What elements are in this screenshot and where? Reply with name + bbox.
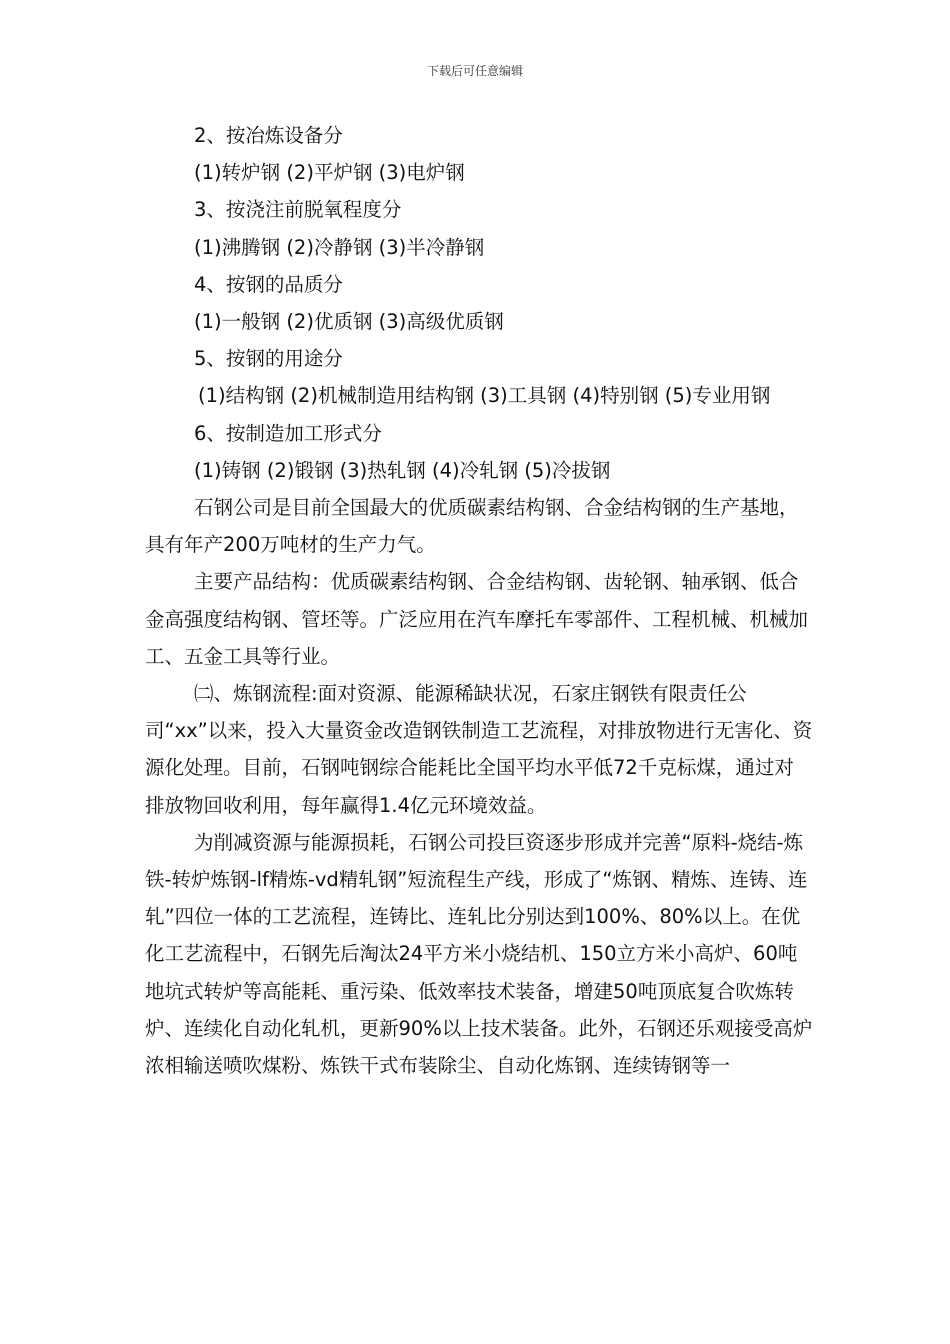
paragraph-resource-reduction: 为削减资源与能源损耗，石钢公司投巨资逐步形成并完善“原料-烧结-炼铁-转炉炼钢-lf精炼-vd精轧钢”短流程生产线，形成了“炼钢、精炼、连铸、连轧”四位一体的工艺流程，连铸比、连轧比分别达到100%、80%以上。在优化工艺流程中，石钢先后淘汰24平方米小烧结机、150立方米小高炉、60吨地坑式转炉等高能耗、重污染、低效率技术装备，增建50吨顶底复合吹炼转炉、连续化自动化轧机，更新90%以上技术装备。此外，石钢还乐观接受高炉浓相输送喷吹煤粉、炼铁干式布装除尘、自动化炼钢、连续铸钢等一: [145, 830, 813, 1078]
list-smelting-equipment: (1)转炉钢 (2)平炉钢 (3)电炉钢: [194, 161, 465, 185]
heading-quality: 4、按钢的品质分: [194, 272, 343, 296]
document-body: [145, 117, 813, 1084]
list-usage: (1)结构钢 (2)机械制造用结构钢 (3)工具钢 (4)特别钢 (5)专业用钢: [198, 384, 771, 408]
heading-smelting-equipment: 2、按冶炼设备分: [194, 124, 343, 147]
list-quality: (1)一般钢 (2)优质钢 (3)高级优质钢: [194, 310, 504, 334]
paragraph-company-base: 石钢公司是目前全国最大的优质碳素结构钢、合金结构钢的生产基地，具有年产200万吨材的生产力气。: [145, 496, 799, 557]
list-processing: (1)铸钢 (2)锻钢 (3)热轧钢 (4)冷轧钢 (5)冷拔钢: [194, 458, 611, 482]
heading-usage: 5、按钢的用途分: [194, 347, 343, 371]
page-header-note: 下载后可任意编辑: [426, 64, 523, 78]
heading-deoxidation: 3、按浇注前脱氧程度分: [194, 198, 402, 222]
heading-processing: 6、按制造加工形式分: [194, 421, 382, 445]
list-deoxidation: (1)沸腾钢 (2)冷静钢 (3)半冷静钢: [194, 235, 485, 259]
paragraph-main-products: 主要产品结构：优质碳素结构钢、合金结构钢、齿轮钢、轴承钢、低合金高强度结构钢、管坯等。广泛应用在汽车摩托车零部件、工程机械、机械加工、五金工具等行业。: [145, 570, 809, 668]
paragraph-steelmaking-process: ㈡、炼钢流程:面对资源、能源稀缺状况，石家庄钢铁有限责任公司“xx”以来，投入大量资金改造钢铁制造工艺流程，对排放物进行无害化、资源化处理。目前，石钢吨钢综合能耗比全国平均水平低72千克标煤，通过对排放物回收利用，每年赢得1.4亿元环境效益。: [145, 682, 813, 817]
